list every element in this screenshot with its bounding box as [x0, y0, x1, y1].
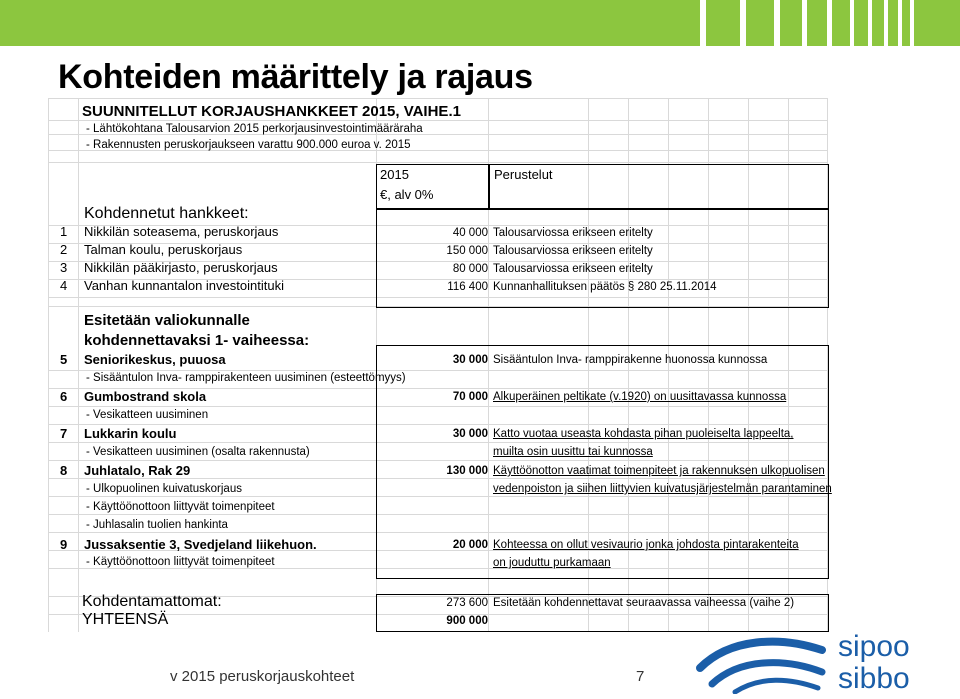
- unallocated-label: Kohdentamattomat:: [82, 593, 222, 610]
- section-heading: SUUNNITELLUT KORJAUSHANKKEET 2015, VAIHE.1: [82, 103, 461, 120]
- project-reason: Käyttöönotton vaatimat toimenpiteet ja rakennuksen ulkopuolisen: [493, 465, 825, 477]
- row-number: 9: [60, 537, 68, 552]
- note-line: - Lähtökohtana Talousarvion 2015 perkorjausinvestointimääräraha: [86, 123, 423, 135]
- targeted-label: Kohdennetut hankkeet:: [84, 205, 249, 222]
- project-amount: 30 000: [452, 428, 488, 440]
- decor-green-block: [706, 0, 740, 46]
- project-reason: Alkuperäinen peltikate (v.1920) on uusittavassa kunnossa: [493, 391, 787, 403]
- project-name: Nikkilän soteasema, peruskorjaus: [84, 224, 279, 239]
- row-number: 2: [60, 242, 68, 257]
- targeted-box: [376, 208, 829, 308]
- total-label: YHTEENSÄ: [82, 611, 169, 628]
- footer-text: v 2015 peruskorjauskohteet: [170, 668, 355, 685]
- note-line: - Rakennusten peruskorjaukseen varattu 900.000 euroa v. 2015: [86, 139, 411, 151]
- project-reason: Talousarviossa erikseen eritelty: [493, 245, 653, 257]
- project-reason-cont: on jouduttu purkamaan: [493, 557, 611, 569]
- project-amount: 80 000: [452, 263, 488, 275]
- row-number: 4: [60, 278, 68, 293]
- project-reason-cont: vedenpoiston ja siihen liittyvien kuivatusjärjestelmän parantaminen: [493, 483, 832, 495]
- project-reason: Kunnanhallituksen päätös § 280 25.11.2014: [493, 281, 717, 293]
- project-name: Lukkarin koulu: [84, 426, 177, 441]
- project-subitem: - Käyttöönottoon liittyvät toimenpiteet: [86, 501, 275, 513]
- project-subitem: - Vesikatteen uusiminen: [86, 409, 209, 421]
- decor-green-block: [888, 0, 898, 46]
- row-number: 5: [60, 352, 68, 367]
- page-number: 7: [636, 668, 645, 685]
- project-name: Talman koulu, peruskorjaus: [84, 242, 243, 257]
- project-amount: 20 000: [452, 539, 488, 551]
- decor-green-block: [902, 0, 910, 46]
- project-reason: Talousarviossa erikseen eritelty: [493, 227, 653, 239]
- project-name: Juhlatalo, Rak 29: [84, 463, 191, 478]
- row-number: 8: [60, 463, 68, 478]
- project-reason-cont: muilta osin uusittu tai kunnossa: [493, 446, 653, 458]
- project-subitem: - Käyttöönottoon liittyvät toimenpiteet: [86, 556, 275, 568]
- project-subitem: - Ulkopuolinen kuivatuskorjaus: [86, 483, 242, 495]
- decor-green-block: [0, 0, 700, 46]
- logo-text-sibbo: sibbo: [838, 662, 910, 695]
- row-number: 6: [60, 389, 68, 404]
- project-reason: Katto vuotaa useasta kohdasta pihan puoleiselta lappeelta,: [493, 428, 794, 440]
- decor-green-block: [780, 0, 802, 46]
- project-amount: 40 000: [452, 227, 488, 239]
- project-name: Nikkilän pääkirjasto, peruskorjaus: [84, 260, 278, 275]
- row-number: 1: [60, 224, 68, 239]
- slide-title: Kohteiden määrittely ja rajaus: [58, 58, 533, 96]
- project-reason: Sisääntulon Inva- ramppirakenne huonossa kunnossa: [493, 354, 768, 366]
- project-name: Seniorikeskus, puuosa: [84, 352, 226, 367]
- proposed-label: Esitetään valiokunnalle: [84, 312, 250, 329]
- unallocated-reason: Esitetään kohdennettavat seuraavassa vaiheessa (vaihe 2): [493, 597, 795, 609]
- row-number: 7: [60, 426, 68, 441]
- project-reason: Talousarviossa erikseen eritelty: [493, 263, 653, 275]
- total-amount: 900 000: [446, 615, 488, 627]
- proposed-label: kohdennettavaksi 1- vaiheessa:: [84, 332, 310, 349]
- unit-header: €, alv 0%: [380, 187, 434, 202]
- project-amount: 70 000: [452, 391, 488, 403]
- decor-green-block: [854, 0, 868, 46]
- project-amount: 150 000: [446, 245, 488, 257]
- decor-green-block: [807, 0, 827, 46]
- row-number: 3: [60, 260, 68, 275]
- project-name: Vanhan kunnantalon investointituki: [84, 278, 284, 293]
- decor-green-block: [746, 0, 774, 46]
- project-subitem: - Sisääntulon Inva- ramppirakenteen uusiminen (esteettömyys): [86, 372, 406, 384]
- decor-green-block: [872, 0, 884, 46]
- sipoo-logo: [690, 628, 930, 694]
- project-amount: 116 400: [447, 281, 488, 293]
- unallocated-amount: 273 600: [446, 597, 488, 609]
- project-amount: 130 000: [446, 465, 488, 477]
- top-decor-bar: [0, 0, 960, 46]
- decor-green-block: [832, 0, 850, 46]
- project-reason: Kohteessa on ollut vesivaurio jonka johdosta pintarakenteita: [493, 539, 799, 551]
- project-name: Jussaksentie 3, Svedjeland liikehuon.: [84, 537, 317, 552]
- project-subitem: - Vesikatteen uusiminen (osalta rakennusta): [86, 446, 310, 458]
- project-subitem: - Juhlasalin tuolien hankinta: [86, 519, 228, 531]
- project-amount: 30 000: [452, 354, 488, 366]
- year-header: 2015: [380, 167, 409, 182]
- project-name: Gumbostrand skola: [84, 389, 207, 404]
- decor-green-block: [914, 0, 960, 46]
- reason-header: Perustelut: [494, 167, 553, 182]
- logo-text-sipoo: sipoo: [838, 630, 910, 663]
